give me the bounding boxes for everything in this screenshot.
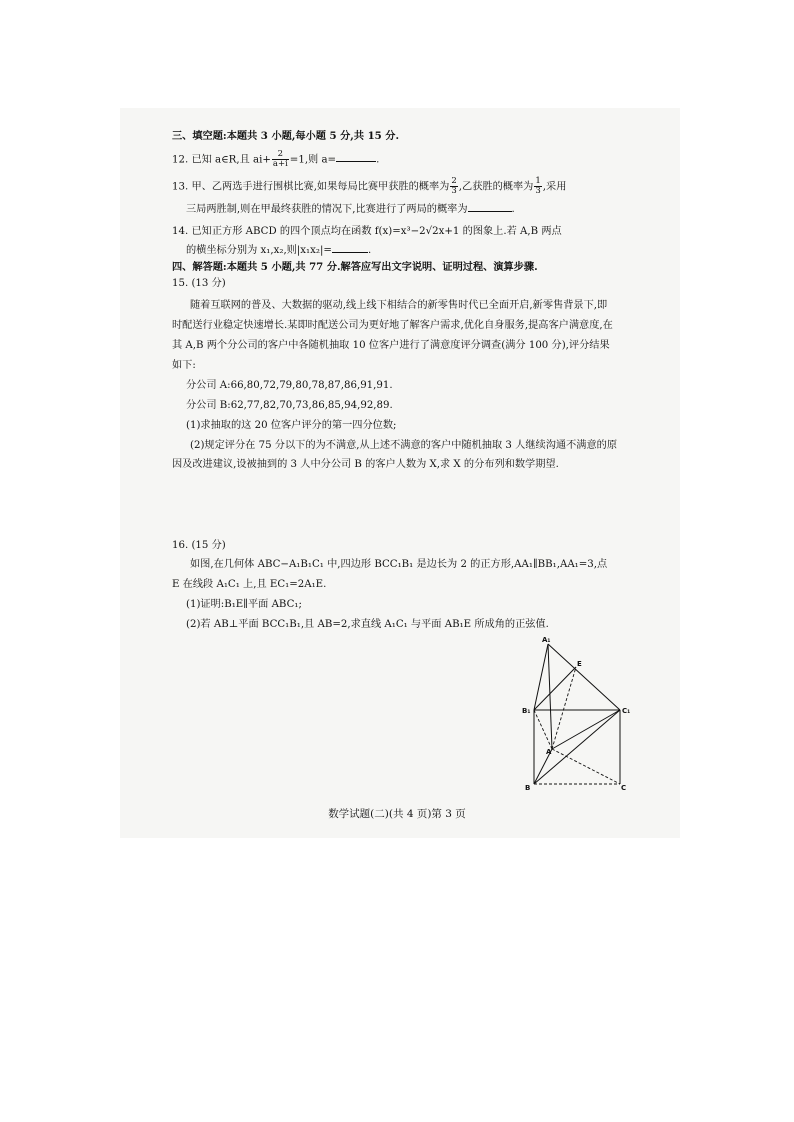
q16-part-2: (2)若 AB⊥平面 BCC₁B₁,且 AB=2,求直线 A₁C₁ 与平面 AB₁E 所成角的正弦值. [186,618,549,630]
edge-a1-a [548,644,552,749]
q13-text-a: 13. 甲、乙两选手进行围棋比赛,如果每局比赛甲获胜的概率为 [172,181,450,193]
q15-part-2: (2)规定评分在 75 分以下的为不满意,从上述不满意的客户中随机抽取 3 人继续沟通不满意的原因及改进建议,设被抽到的 3 人中分公司 B 的客户人数为 X,求 X 的分布列和数学期望. [172,439,618,471]
edge-a-c1 [552,710,620,749]
q14-end: . [367,244,372,256]
label-c: C [621,784,627,792]
edge-b-c1 [534,710,620,784]
q16-title: 16. (15 分) [172,540,226,552]
q14-line2-text: 的横坐标分别为 x₁,x₂,则|x₁x₂|= [186,244,332,256]
edge-a1-b1 [534,644,548,710]
question-14: 14. 已知正方形 ABCD 的四个顶点均在函数 f(x)=x³−2√2x+1 的图象上.若 A,B 两点 [172,226,562,238]
geometry-figure [522,634,630,792]
label-c1: C₁ [622,707,630,715]
q12-frac-num: 2 [272,150,289,160]
q13-answer-blank[interactable] [468,201,512,212]
q13-line2-text: 三局两胜制,则在甲最终获胜的情况下,比赛进行了两局的概率为 [186,204,468,216]
label-b: B [525,784,531,792]
exam-content [172,130,642,635]
q12-fraction [272,150,289,169]
q13-frac1-den: 3 [451,185,457,196]
section-4-header: 四、解答题:本题共 5 小题,共 77 分.解答应写出文字说明、证明过程、演算步骤. [172,260,538,273]
q13-end: . [511,204,515,216]
q15-part-1: (1)求抽取的这 20 位客户评分的第一四分位数; [186,419,397,431]
q12-text-a: 12. 已知 a∈R,且 ai+ [172,154,271,166]
q15-company-b: 分公司 B:62,77,82,70,73,86,85,94,92,89. [186,399,393,411]
edge-a-c [552,749,620,784]
question-13 [172,177,642,196]
q12-end: . [376,154,380,166]
page-footer: 数学试题(二)(共 4 页)第 3 页 [328,808,466,820]
edge-a1-c1 [548,644,620,710]
q13-frac2-num: 1 [535,175,541,186]
q13-fraction-1 [450,177,457,196]
q16-part-1: (1)证明:B₁E∥平面 ABC₁; [186,598,302,610]
edge-b1-a [534,710,552,749]
label-b1: B₁ [522,707,531,715]
q13-text-b: ,乙获胜的概率为 [458,181,534,193]
q12-frac-den: a+i [272,158,288,169]
edge-b1-e [534,667,576,710]
label-a1: A₁ [542,636,551,644]
question-13-line-2 [172,201,642,217]
section-3-header: 三、填空题:本题共 3 小题,每小题 5 分,共 15 分. [172,130,400,142]
question-14-line-2 [172,242,642,258]
label-a: A [546,748,552,756]
question-12 [172,150,642,169]
q15-company-a: 分公司 A:66,80,72,79,80,78,87,86,91,91. [186,379,393,391]
q15-paragraph: 随着互联网的普及、大数据的驱动,线上线下相结合的新零售时代已全面开启,新零售背景下,即时配送行业稳定快速增长.某即时配送公司为更好地了解客户需求,优化自身服务,提高客户满意度,在其 A,B 两个分公司的客户中各随机抽取 10 位客户进行了满意度评分调查(满分 100 分),评分结果如下: [172,300,613,371]
q13-frac2-den: 3 [535,185,541,196]
label-e: E [577,660,582,668]
q13-frac1-num: 2 [451,175,457,186]
q13-text-c: ,采用 [542,181,567,193]
q15-title: 15. (13 分) [172,277,226,289]
q14-answer-blank[interactable] [332,242,368,253]
q12-answer-blank[interactable] [336,151,376,162]
q12-text-b: =1,则 a= [289,154,337,166]
q13-fraction-2 [534,177,541,196]
q16-paragraph: 如图,在几何体 ABC−A₁B₁C₁ 中,四边形 BCC₁B₁ 是边长为 2 的正方形,AA₁∥BB₁,AA₁=3,点 E 在线段 A₁C₁ 上,且 EC₁=2A₁E. [172,559,608,590]
